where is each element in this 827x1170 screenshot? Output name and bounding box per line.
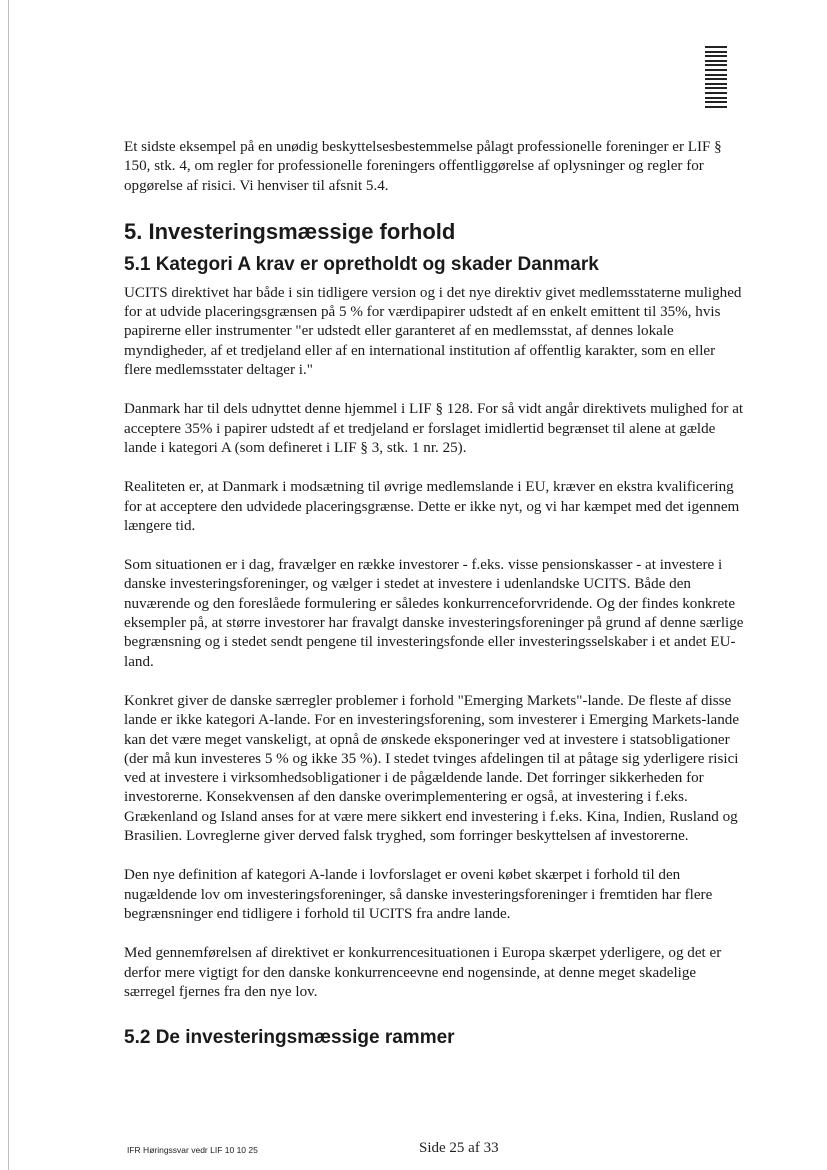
footer-document-label: IFR Høringssvar vedr LIF 10 10 25 [127,1145,258,1155]
footer-page-number: Side 25 af 33 [419,1140,499,1156]
heading-section-5-2: 5.2 De investeringsmæssige rammer [124,1027,455,1049]
paragraph-konkret: Konkret giver de danske særregler problemer i forhold "Emerging Markets"-lande. De fleste af disse lande er ikke kategori A-lande. For en investeringsforening, som investerer i Emerging Markets-lande kan det være meget vanskeligt, at opnå de ønskede eksponeringer ved at investere i statsobligationer (der må kun investeres 5 % og ikke 35 %). I stedet tvinges afdelingen til at påtage sig yderligere risici ved at investere i virksomhedsobligationer i de pågældende lande. Det forringer sikkerheden for investorerne. Konsekvensen af den danske overimplementering er også, at investering i f.eks. Grækenland og Island anses for at være mere sikkert end investering i f.eks. Kina, Indien, Rusland og Brasilien. Lovreglerne giver derved falsk tryghed, som forringer beskyttelsen af investorerne. [124,692,740,845]
paragraph-danmark: Danmark har til dels udnyttet denne hjemmel i LIF § 128. For så vidt angår direktivets mulighed for at acceptere 35% i papirer udstedt af et tredjeland er forslaget imidlertid begrænset til alene at gælde lande i kategori A (som defineret i LIF § 3, stk. 1 nr. 25). [124,401,744,456]
heading-section-5: 5. Investeringsmæssige forhold [124,218,456,244]
striped-logo-icon [705,46,727,108]
paragraph-intro: Et sidste eksempel på en unødig beskyttelsesbestemmelse pålagt professionelle foreninger er LIF § 150, stk. 4, om regler for professionelle foreningers offentliggørelse af oplysninger og regler for opgørelse af risici. Vi henviser til afsnit 5.4. [124,139,722,194]
scan-edge-line [8,0,9,1170]
paragraph-ucits: UCITS direktivet har både i sin tidligere version og i det nye direktiv givet medlemsstaterne mulighed for at udvide placeringsgrænsen på 5 % for værdipapirer udstedt af en enkelt emittent til 35%, hvis papirerne eller instrumenter "er udstedt eller garanteret af en medlemsstat, af dennes lokale myndigheder, af et tredjeland eller af en international institution af offentlig karakter, som en eller flere medlemsstater deltager i." [124,284,742,379]
paragraph-realiteten: Realiteten er, at Danmark i modsætning til øvrige medlemslande i EU, kræver en ekstra kvalificering for at acceptere den udvidede placeringsgrænse. Dette er ikke nyt, og vi har kæmpet med det igennem længere tid. [124,479,740,534]
document-body [124,138,746,1057]
paragraph-situationen: Som situationen er i dag, fravælger en række investorer - f.eks. visse pensionskasser - at investere i danske investeringsforeninger, og vælger i stedet at investere i udenlandske UCITS. Både den nuværende og den foreslåede formulering er således konkurrenceforvridende. Og der findes konkrete eksempler på, at større investorer har fravalgt danske investeringsforeninger på grund af denne særlige begrænsning og i stedet sendt pengene til investeringsfonde eller investeringsselskaber i et andet EU-land. [124,557,744,670]
heading-section-5-1: 5.1 Kategori A krav er opretholdt og skader Danmark [124,253,599,275]
paragraph-definition: Den nye definition af kategori A-lande i lovforslaget er oveni købet skærpet i forhold til den nugældende lov om investeringsforeninger, så danske investeringsforeninger i fremtiden har flere begrænsninger end tidligere i forhold til UCITS fra andre lande. [124,867,713,922]
paragraph-direktivet: Med gennemførelsen af direktivet er konkurrencesituationen i Europa skærpet yderligere, og det er derfor mere vigtigt for den danske konkurrenceevne end nogensinde, at denne meget skadelige særregel fjernes fra den nye lov. [124,945,722,1000]
